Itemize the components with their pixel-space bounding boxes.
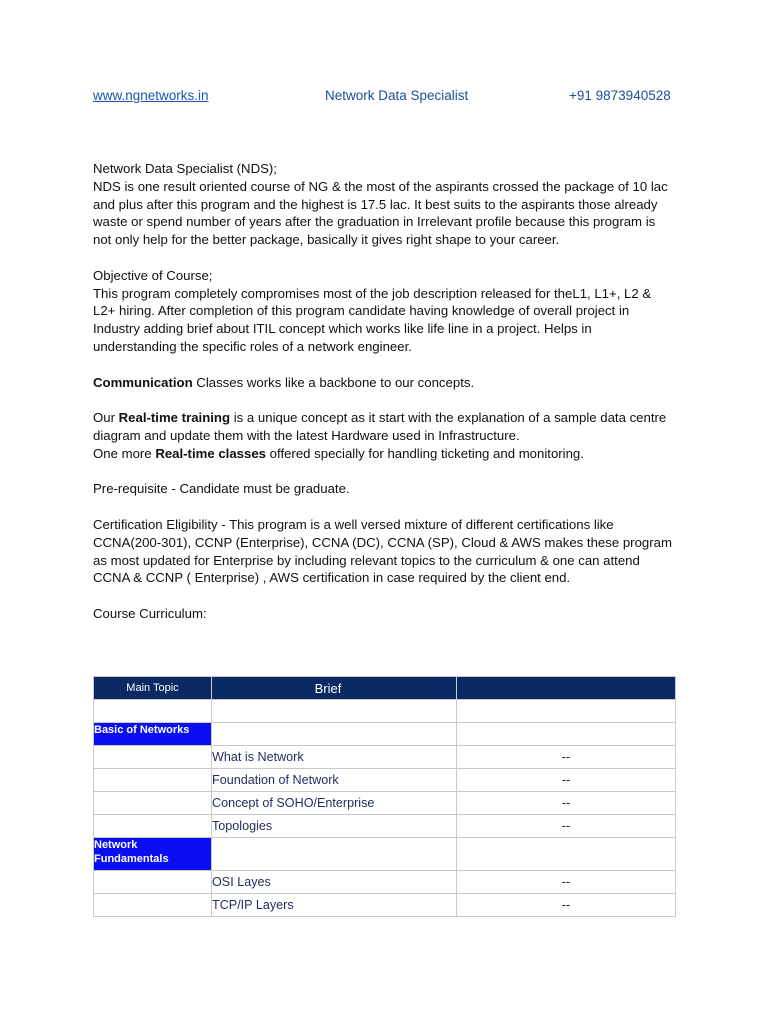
communication-paragraph bbox=[93, 374, 675, 392]
topic-cell bbox=[94, 871, 212, 894]
table-row bbox=[94, 700, 676, 723]
communication-text: Classes works like a backbone to our concepts. bbox=[192, 374, 475, 390]
topic-cell bbox=[94, 815, 212, 838]
table-row bbox=[94, 838, 676, 871]
table-header-main-topic: Main Topic bbox=[94, 677, 212, 700]
extra-cell: -- bbox=[457, 769, 676, 792]
certification-paragraph: Certification Eligibility - This program is a well versed mixture of different certifications like CCNA(200-301), CCNP (Enterprise), CCNA (DC), CCNA (SP), Cloud & AWS makes these program as most updated for Enterprise by including relevant topics to the curriculum & one can attend CCNA & CCNP ( Enterprise) , AWS certification in case required by the client end. bbox=[93, 516, 672, 586]
topic-cell bbox=[94, 894, 212, 917]
prerequisite-paragraph: Pre-requisite - Candidate must be graduate. bbox=[93, 481, 350, 497]
topic-cell bbox=[94, 700, 212, 723]
realtime-text-2: offered specially for handling ticketing and monitoring. bbox=[266, 445, 584, 461]
topic-cell bbox=[94, 792, 212, 815]
header-phone: +91 9873940528 bbox=[569, 88, 671, 103]
extra-cell bbox=[457, 838, 676, 871]
realtime-text-1: is a unique concept as it start with the explanation of a sample data centre diagram and update them with the latest Hardware used in Infrastructure. bbox=[93, 410, 667, 443]
website-link[interactable]: www.ngnetworks.in bbox=[93, 88, 209, 103]
realtime-prefix-2: One more bbox=[93, 445, 156, 461]
brief-header-label: Brief bbox=[314, 680, 342, 696]
table-header-extra bbox=[457, 677, 676, 700]
realtime-bold-2: Real-time classes bbox=[155, 445, 267, 461]
topic-cell-basic-of-networks: Basic of Networks bbox=[94, 723, 212, 746]
table-row bbox=[94, 871, 676, 894]
table-row bbox=[94, 792, 676, 815]
topic-cell-network-fundamentals: Network Fundamentals bbox=[94, 838, 212, 871]
extra-cell: -- bbox=[457, 746, 676, 769]
brief-cell: TCP/IP Layers bbox=[212, 894, 457, 917]
topic-cell bbox=[94, 769, 212, 792]
intro-heading: Network Data Specialist (NDS); bbox=[93, 161, 277, 176]
topic-cell bbox=[94, 746, 212, 769]
objective-heading: Objective of Course; bbox=[93, 267, 213, 283]
brief-cell: Topologies bbox=[212, 815, 457, 838]
brief-cell bbox=[212, 723, 457, 746]
table-row bbox=[94, 746, 676, 769]
realtime-bold-1: Real-time training bbox=[118, 410, 231, 426]
table-row bbox=[94, 894, 676, 917]
extra-cell: -- bbox=[457, 894, 676, 917]
extra-cell bbox=[457, 700, 676, 723]
intro-text: NDS is one result oriented course of NG & the most of the aspirants crossed the package of 10 lac and plus after this program and the highest is 17.5 lac. It best suits to the aspirants those already waste or spend number of years after the graduation in Irrelevant profile because this program is not only help for the better package, basically it gives right shape to your career. bbox=[93, 178, 668, 248]
table-header-row bbox=[94, 677, 676, 700]
realtime-paragraph bbox=[93, 409, 675, 462]
brief-cell: What is Network bbox=[212, 746, 457, 769]
document-page bbox=[93, 86, 675, 641]
curriculum-table bbox=[93, 676, 676, 917]
page-header bbox=[93, 86, 675, 106]
extra-cell: -- bbox=[457, 792, 676, 815]
curriculum-label: Course Curriculum: bbox=[93, 605, 207, 621]
communication-bold: Communication bbox=[93, 374, 193, 390]
extra-cell bbox=[457, 723, 676, 746]
table-header-brief bbox=[212, 677, 457, 700]
brief-cell: Concept of SOHO/Enterprise bbox=[212, 792, 457, 815]
objective-paragraph bbox=[93, 267, 675, 356]
extra-cell: -- bbox=[457, 815, 676, 838]
realtime-prefix: Our bbox=[93, 410, 119, 426]
table-row bbox=[94, 815, 676, 838]
extra-cell: -- bbox=[457, 871, 676, 894]
brief-cell: OSI Layes bbox=[212, 871, 457, 894]
brief-cell bbox=[212, 838, 457, 871]
objective-text: This program completely compromises most of the job description released for theL1, L1+, L2 & L2+ hiring. After completion of this program candidate having knowledge of overall project in Industry adding brief about ITIL concept which works like life line in a project. Helps in understanding the specific roles of a network engineer. bbox=[93, 285, 652, 354]
table-row bbox=[94, 723, 676, 746]
document-body bbox=[93, 160, 675, 623]
table-row bbox=[94, 769, 676, 792]
brief-cell: Foundation of Network bbox=[212, 769, 457, 792]
header-title: Network Data Specialist bbox=[325, 88, 469, 103]
brief-cell bbox=[212, 700, 457, 723]
intro-paragraph bbox=[93, 160, 675, 249]
